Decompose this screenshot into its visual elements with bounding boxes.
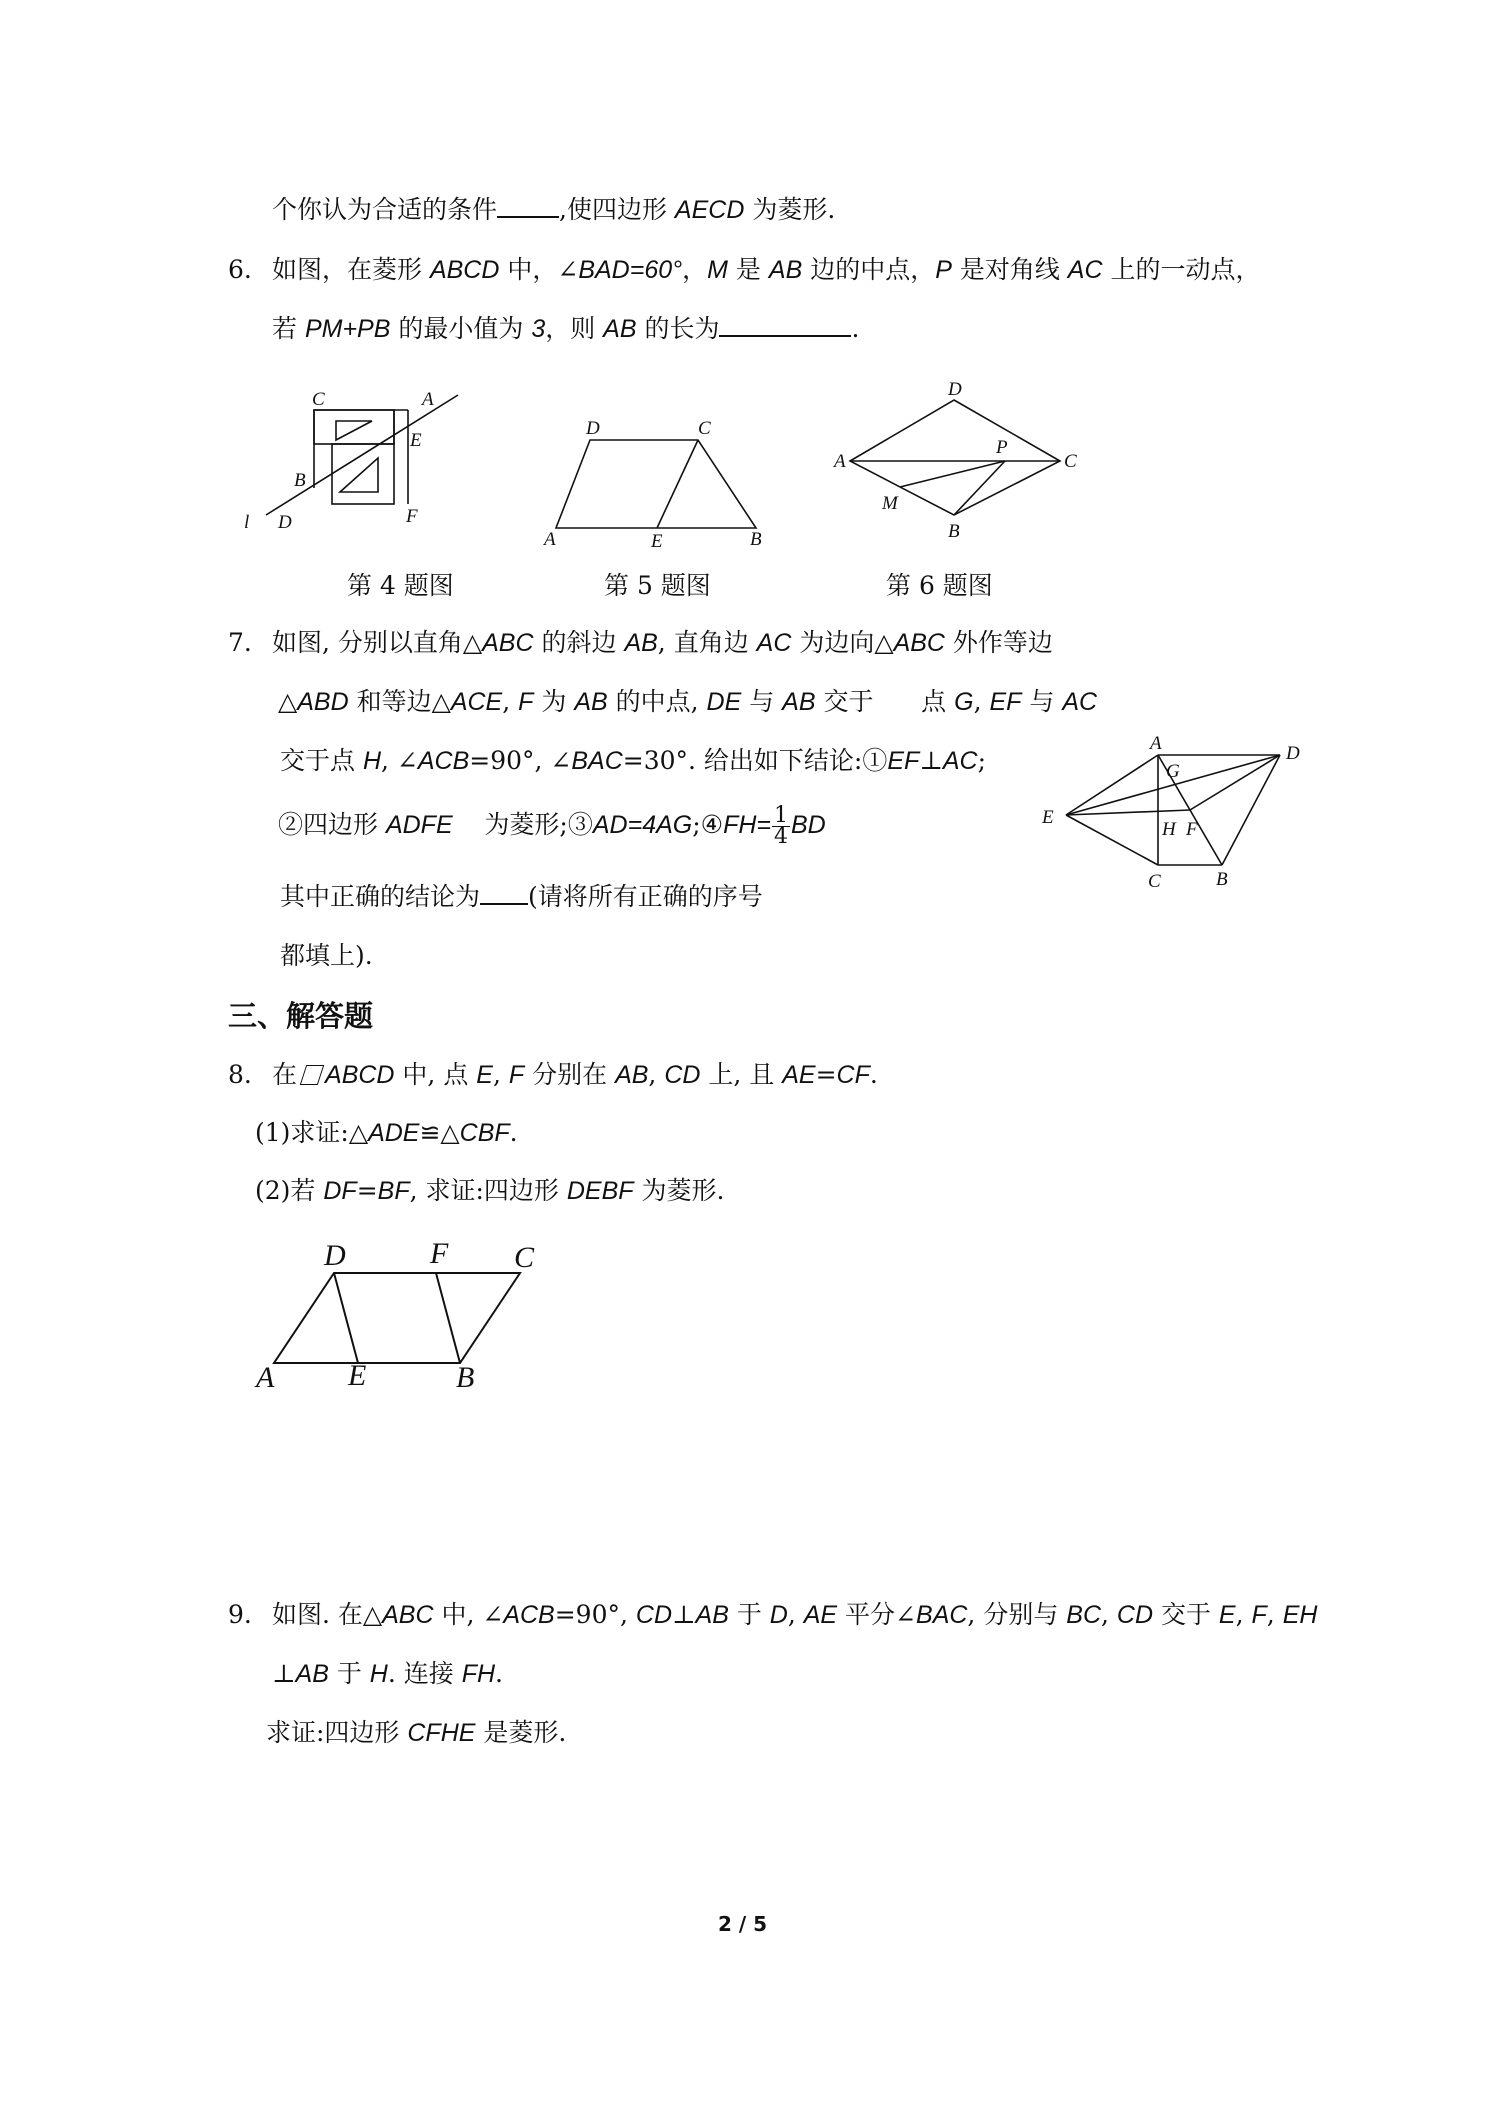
figure-5-diagram [530,415,780,550]
section-heading: 三、解答题 [228,999,374,1033]
page-number: 2 / 5 [718,1912,768,1936]
figure-8-diagram [250,1235,550,1395]
parallelogram-icon [300,1065,324,1085]
q8-part1: (1)求证:△ADE≌△CBF. [255,1118,518,1147]
q8-line1: 在 ABCD 中, 点 E, F 分别在 AB, CD 上, 且 AE=CF. [272,1060,878,1089]
label-B: B [948,521,960,542]
q7-line5: 其中正确的结论为 (请将所有正确的序号 [280,882,763,911]
label-B: B [1216,869,1228,890]
label-F: F [406,506,418,527]
figure-4-diagram [240,380,480,540]
label-C: C [312,389,325,410]
q9-line3: 求证:四边形 CFHE 是菱形. [266,1718,567,1747]
label-B: B [750,529,762,550]
q8-number: 8. [228,1060,252,1089]
q9-line1: 如图. 在△ABC 中, ∠ACB=90°, CD⊥AB 于 D, AE 平分∠BAC, 分别与 BC, CD 交于 E, F, EH [272,1600,1318,1629]
q6-number: 6. [228,255,252,284]
answer-blank [480,881,528,905]
label-D: D [948,379,962,400]
q5-tail: 个你认为合适的条件 ,使四边形 AECD 为菱形. [272,195,836,224]
label-D: D [1286,743,1300,764]
label-D: D [324,1239,346,1272]
label-C: C [698,418,711,439]
label-C: C [1148,871,1161,892]
caption-figure-4: 第 4 题图 [347,571,454,600]
q7-line3: 交于点 H, ∠ACB=90°, ∠BAC=30°. 给出如下结论:①EF⊥AC; [280,746,986,775]
label-B: B [294,470,306,491]
label-A: A [1150,735,1162,754]
q7-line1: 如图, 分别以直角△ABC 的斜边 AB, 直角边 AC 为边向△ABC 外作等边 [272,628,1053,657]
fraction-one-quarter: $\frac{1}{4}$ [774,803,788,849]
label-P: P [996,437,1008,458]
label-l: l [244,512,250,533]
label-M: M [882,493,898,514]
label-A: A [544,529,556,550]
label-F: F [1186,819,1198,840]
label-C: C [514,1241,535,1274]
q9-number: 9. [228,1600,252,1629]
q7-line4: ②四边形 ADFE 为菱形;③AD=4AG;④FH= $\frac{1}{4}$ BD [278,803,826,849]
label-A: A [834,451,846,472]
figure-6-diagram [820,375,1090,550]
label-G: G [1166,761,1180,782]
label-C: C [1064,451,1077,472]
q6-line2: 若 PM+PB 的最小值为 3，则 AB 的长为 . [272,314,860,343]
label-A: A [256,1361,275,1394]
label-E: E [1042,807,1054,828]
figure-7-diagram [1040,735,1320,895]
label-E: E [651,531,663,550]
label-A: A [422,389,434,410]
q9-line2: ⊥AB 于 H. 连接 FH. [272,1659,503,1688]
label-E: E [348,1359,367,1392]
answer-blank [497,194,559,218]
q7-number: 7. [228,628,252,657]
q7-line2: △ABD 和等边△ACE, F 为 AB 的中点, DE 与 AB 交于 点 G, EF 与 AC [278,687,1098,716]
caption-figure-5: 第 5 题图 [604,571,711,600]
q6-line1: 如图，在菱形 ABCD 中，∠BAD=60°，M 是 AB 边的中点，P 是对角线 AC 上的一动点， [272,255,1261,284]
label-D: D [278,512,292,533]
answer-blank [719,313,851,337]
label-F: F [430,1237,449,1270]
label-D: D [586,418,600,439]
label-B: B [456,1361,475,1394]
label-H: H [1162,819,1176,840]
q7-line6: 都填上). [280,941,373,970]
q8-part2: (2)若 DF=BF, 求证:四边形 DEBF 为菱形. [255,1176,725,1205]
caption-figure-6: 第 6 题图 [886,571,993,600]
label-E: E [410,430,422,451]
